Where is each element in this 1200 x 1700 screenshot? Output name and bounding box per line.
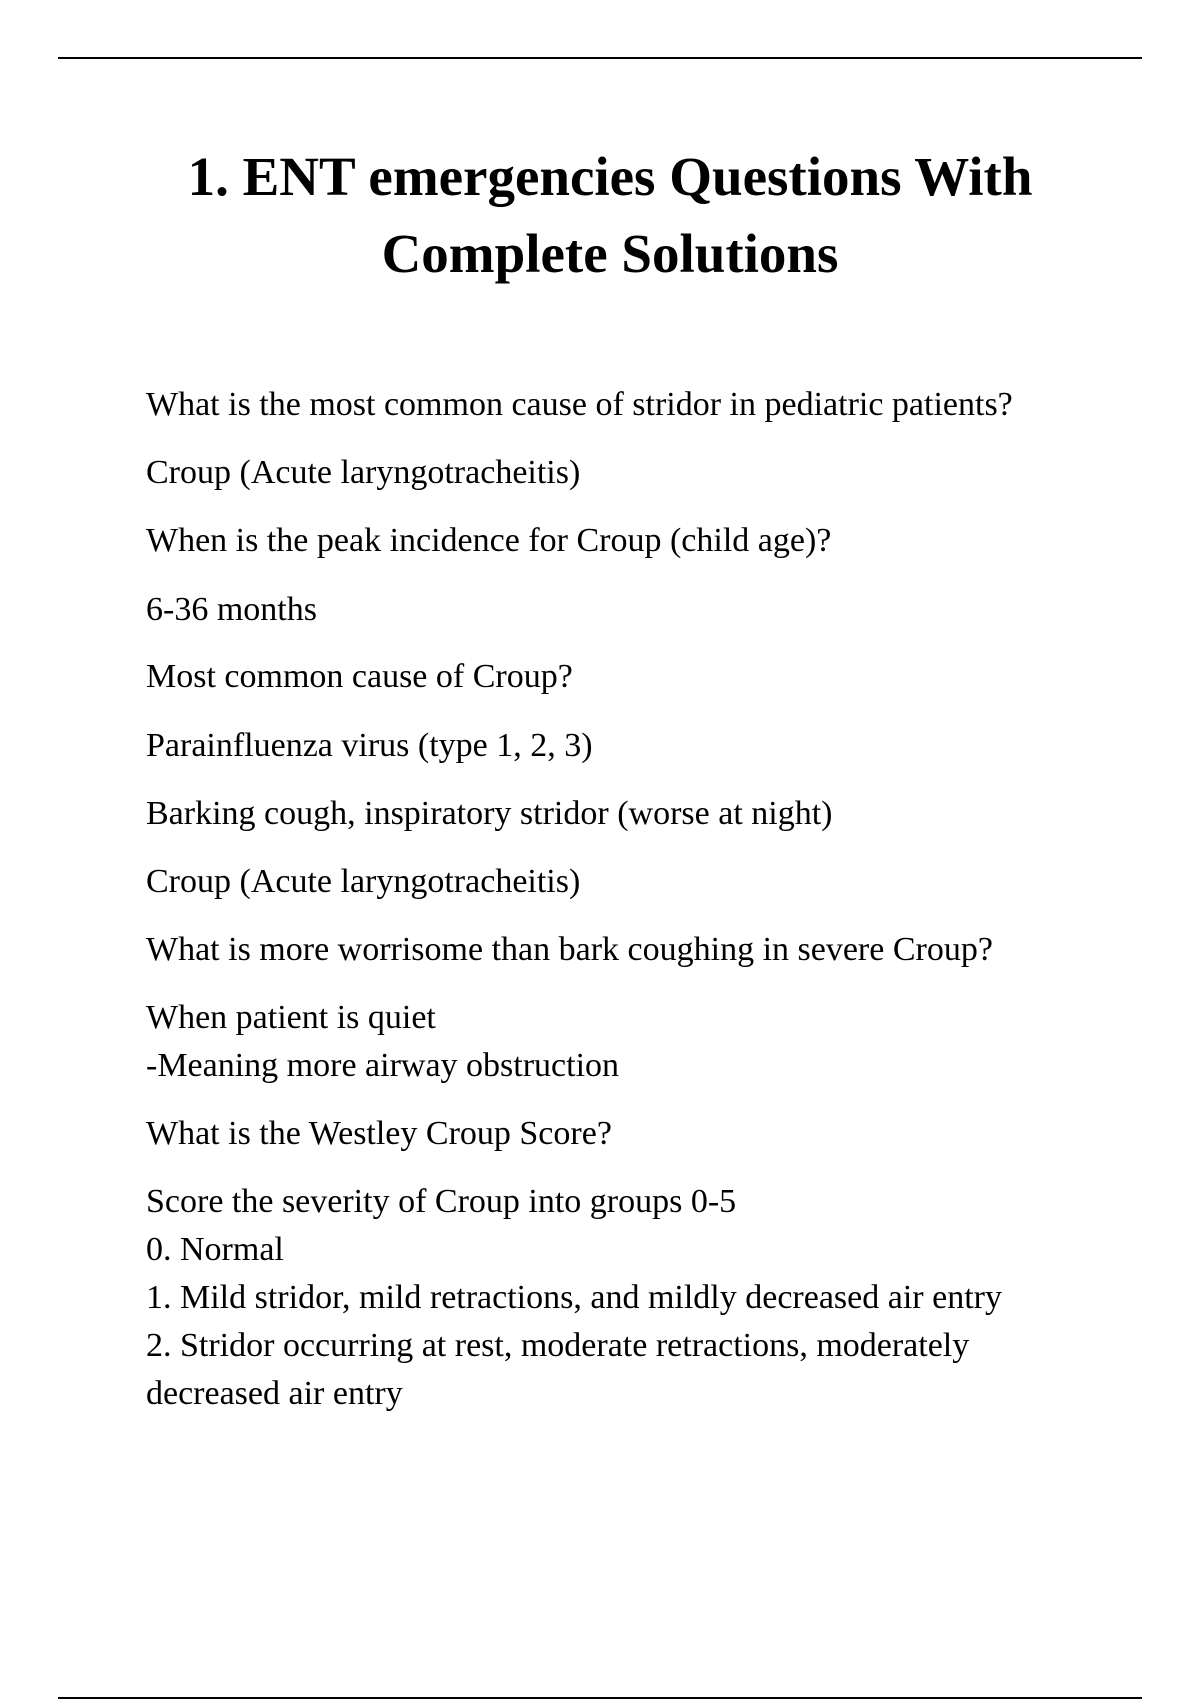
bottom-rule bbox=[58, 1697, 1142, 1699]
question-stridor-cause: What is the most common cause of stridor in pediatric patients? bbox=[146, 386, 1013, 423]
question-croup-cause: Most common cause of Croup? bbox=[146, 658, 573, 695]
answer-westley-score: Score the severity of Croup into groups 0-5 0. Normal 1. Mild stridor, mild retractions, and mildly decreased air entry 2. Stridor occurring at rest, moderate retractions, moderately decreased air entry bbox=[146, 1183, 1002, 1412]
title-line-1: 1. ENT emergencies Questions With bbox=[187, 146, 1033, 207]
question-barking-cough: Barking cough, inspiratory stridor (worse at night) bbox=[146, 795, 833, 832]
answer-stridor-cause: Croup (Acute laryngotracheitis) bbox=[146, 454, 581, 491]
title-line-2: Complete Solutions bbox=[381, 223, 839, 284]
question-worrisome-sign: What is more worrisome than bark coughing in severe Croup? bbox=[146, 931, 993, 968]
answer-barking-cough: Croup (Acute laryngotracheitis) bbox=[146, 863, 581, 900]
answer-croup-cause: Parainfluenza virus (type 1, 2, 3) bbox=[146, 727, 593, 764]
answer-worrisome-sign: When patient is quiet -Meaning more airway obstruction bbox=[146, 999, 620, 1084]
answer-peak-incidence: 6-36 months bbox=[146, 591, 317, 628]
question-westley-score: What is the Westley Croup Score? bbox=[146, 1115, 612, 1152]
question-peak-incidence: When is the peak incidence for Croup (child age)? bbox=[146, 522, 832, 559]
document-title bbox=[60, 138, 1160, 292]
top-rule bbox=[58, 57, 1142, 59]
